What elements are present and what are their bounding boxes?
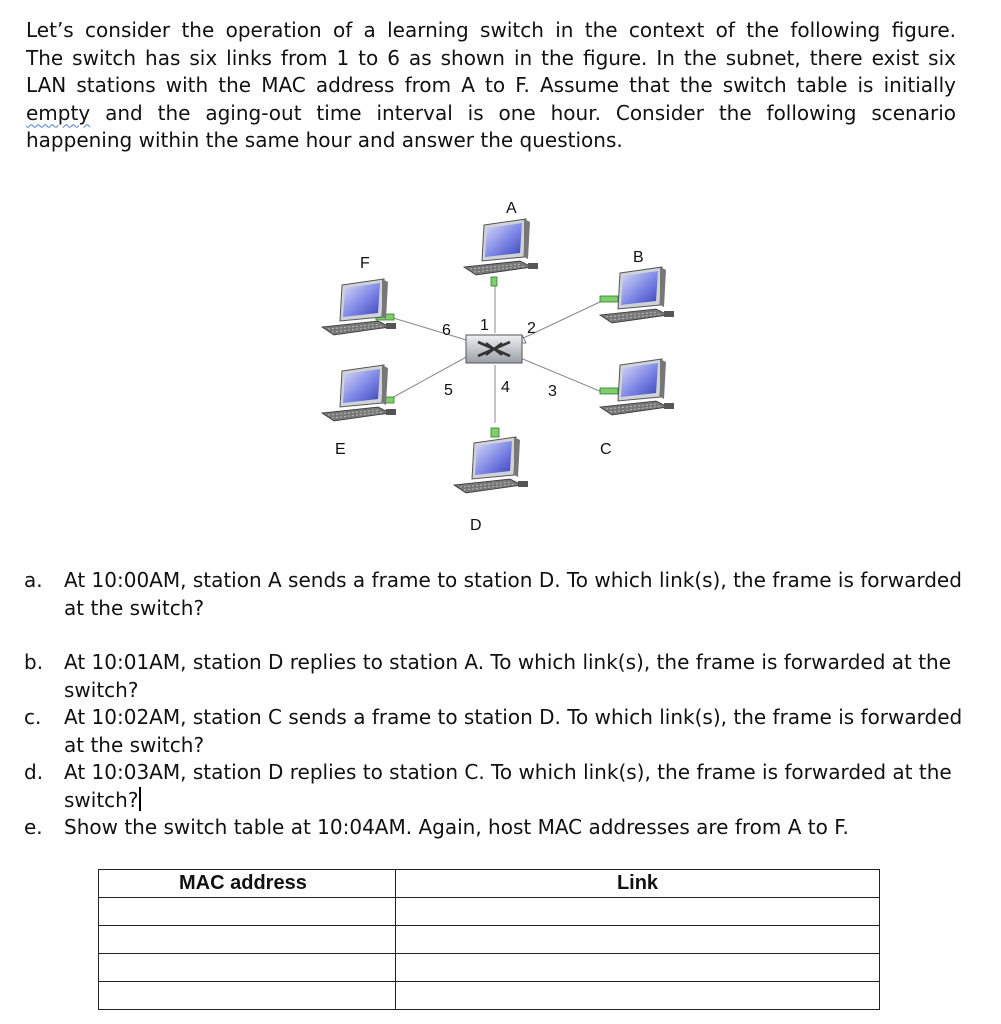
intro-line-rest: and the aging-out time interval is one hour. Consider the following scenario xyxy=(105,100,957,125)
station-label-d: D xyxy=(470,517,482,534)
link-number-2: 2 xyxy=(527,320,536,337)
question-letter: b. xyxy=(24,650,44,674)
connector-a xyxy=(491,277,497,286)
header-link: Link xyxy=(396,870,880,898)
table-header-row xyxy=(99,870,880,898)
problem-intro xyxy=(26,17,956,155)
question-text: At 10:02AM, station C sends a frame to station D. To which link(s), the frame is forwarded at the switch? xyxy=(64,705,963,757)
station-e-computer-icon xyxy=(322,365,396,421)
switch-icon xyxy=(466,335,526,363)
question-item xyxy=(24,567,964,622)
question-letter: a. xyxy=(24,568,43,592)
link-cell[interactable] xyxy=(396,982,880,1010)
question-item xyxy=(24,704,964,759)
text-cursor[interactable] xyxy=(139,787,141,811)
intro-line: LAN stations with the MAC address from A to F. Assume that the switch table is initially xyxy=(26,73,956,97)
station-c-computer-icon xyxy=(600,359,674,415)
connector-c xyxy=(600,388,618,394)
station-f-computer-icon xyxy=(322,279,396,335)
table-row xyxy=(99,926,880,954)
station-d-computer-icon xyxy=(454,437,528,493)
station-a-computer-icon xyxy=(464,219,538,275)
station-label-f: F xyxy=(360,255,370,272)
link-number-5: 5 xyxy=(444,382,453,399)
table-row xyxy=(99,898,880,926)
link-number-1: 1 xyxy=(480,317,489,334)
link-cell[interactable] xyxy=(396,954,880,982)
question-text xyxy=(64,759,964,814)
table-row xyxy=(99,982,880,1010)
question-letter: e. xyxy=(24,815,43,839)
intro-line xyxy=(26,100,956,128)
station-b-computer-icon xyxy=(600,267,674,323)
link-number-3: 3 xyxy=(548,383,557,400)
question-text: Show the switch table at 10:04AM. Again, host MAC addresses are from A to F. xyxy=(64,815,849,839)
connector-d xyxy=(491,428,499,437)
switch-table xyxy=(98,869,880,1010)
station-label-e: E xyxy=(335,441,346,458)
table-row xyxy=(99,954,880,982)
question-text-content: At 10:03AM, station D replies to station C. To which link(s), the frame is forwarded at the switch? xyxy=(64,760,952,812)
link-number-6: 6 xyxy=(442,322,451,339)
link-number-4: 4 xyxy=(501,379,510,396)
station-label-b: B xyxy=(633,249,644,266)
question-item xyxy=(24,814,964,842)
question-item xyxy=(24,759,964,814)
connector-b xyxy=(600,296,618,302)
question-letter: c. xyxy=(24,705,42,729)
header-mac-address: MAC address xyxy=(99,870,396,898)
mac-cell[interactable] xyxy=(99,926,396,954)
question-text: At 10:01AM, station D replies to station A. To which link(s), the frame is forwarded at the switch? xyxy=(64,650,952,702)
mac-cell[interactable] xyxy=(99,954,396,982)
spellcheck-word: empty xyxy=(26,100,91,125)
intro-line: The switch has six links from 1 to 6 as shown in the figure. In the subnet, there exist six xyxy=(26,45,956,70)
mac-cell[interactable] xyxy=(99,898,396,926)
question-text: At 10:00AM, station A sends a frame to station D. To which link(s), the frame is forwarded at the switch? xyxy=(64,568,962,620)
link-cell[interactable] xyxy=(396,898,880,926)
station-label-c: C xyxy=(600,441,612,458)
mac-cell[interactable] xyxy=(99,982,396,1010)
link-cell[interactable] xyxy=(396,926,880,954)
switch-topology-figure xyxy=(300,185,700,540)
station-label-a: A xyxy=(506,200,517,217)
intro-line: Let’s consider the operation of a learning switch in the context of the following figure. xyxy=(26,18,956,42)
question-list xyxy=(24,567,964,842)
intro-line: happening within the same hour and answer the questions. xyxy=(26,128,623,152)
question-letter: d. xyxy=(24,760,44,784)
question-item xyxy=(24,649,964,704)
